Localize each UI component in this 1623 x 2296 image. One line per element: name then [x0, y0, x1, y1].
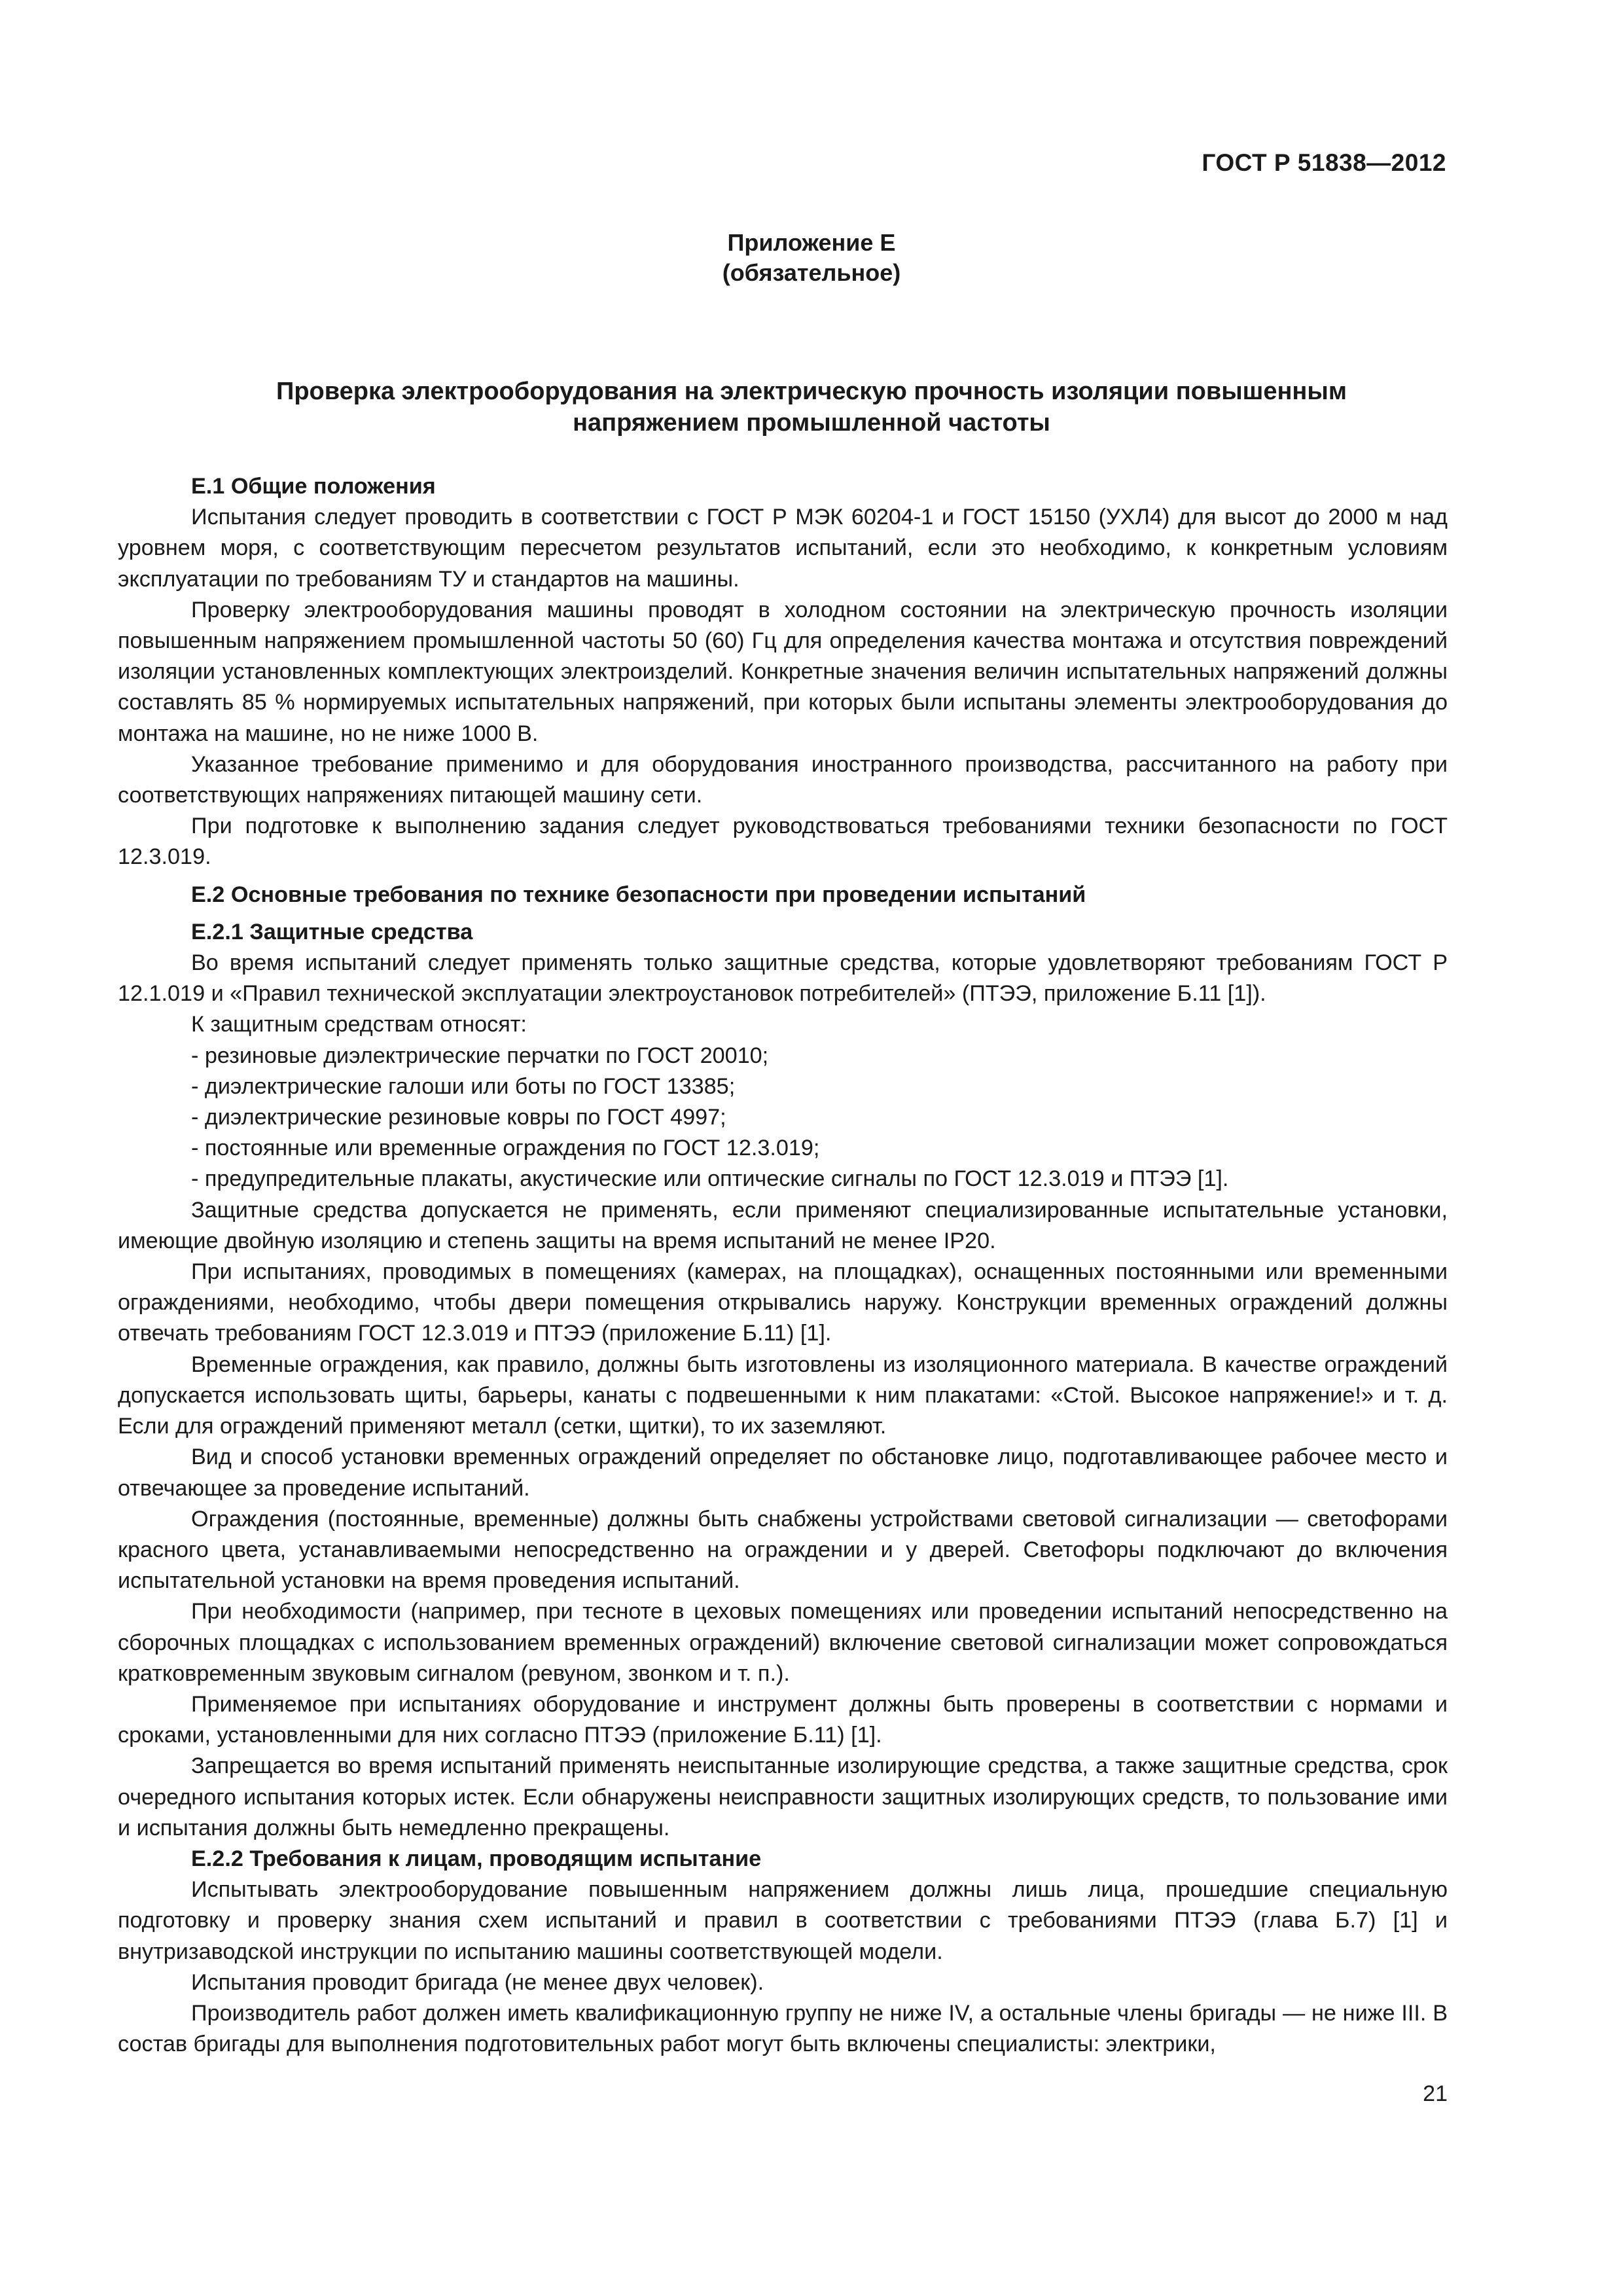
- paragraph: При подготовке к выполнению задания следует руководствоваться требованиями техники безопасности по ГОСТ 12.3.019.: [118, 814, 1448, 870]
- paragraph: Указанное требование применимо и для оборудования иностранного производства, рассчитанного на работу при соответствующих напряжениях питающей машину сети.: [118, 751, 1448, 808]
- paragraph: Производитель работ должен иметь квалификационную группу не ниже IV, а остальные члены бригады — не ниже III. В состав бригады для выполнения подготовительных работ могут быть включены специалисты: электрики,: [118, 2000, 1448, 2057]
- list-item: - диэлектрические галоши или боты по ГОСТ 13385;: [191, 1073, 736, 1099]
- paragraph: При необходимости (например, при тесноте в цеховых помещениях или проведении испытаний непосредственно на сборочных площадках с использованием временных ограждений) включение световой сигнализации может сопровождаться кратковременным звуковым сигналом (ревуном, звонком и т. п.).: [118, 1599, 1448, 1686]
- section-heading-e2: Е.2 Основные требования по технике безопасности при проведении испытаний: [191, 882, 1086, 907]
- paragraph: Защитные средства допускается не применять, если применяют специализированные испытательные установки, имеющие двойную изоляцию и степень защиты на время испытаний не менее IP20.: [118, 1197, 1448, 1253]
- appendix-label: Приложение Е: [727, 229, 896, 256]
- section-heading-e2-1: Е.2.1 Защитные средства: [191, 919, 473, 944]
- section-heading-e2-2: Е.2.2 Требования к лицам, проводящим испытание: [191, 1846, 762, 1871]
- paragraph: Применяемое при испытаниях оборудование и инструмент должны быть проверены в соответствии с нормами и сроками, установленными для них согласно ПТЭЭ (приложение Б.11) [1].: [118, 1691, 1448, 1748]
- document-title-line-1: Проверка электрооборудования на электрическую прочность изоляции повышенным: [276, 378, 1347, 405]
- document-title: [118, 376, 1505, 439]
- list-item: - резиновые диэлектрические перчатки по ГОСТ 20010;: [191, 1043, 769, 1068]
- section-heading-e1: Е.1 Общие положения: [191, 474, 436, 499]
- page-number: 21: [1423, 2081, 1448, 2106]
- paragraph: Вид и способ установки временных ограждений определяет по обстановке лицо, подготавливающее рабочее место и отвечающее за проведение испытаний.: [118, 1444, 1448, 1501]
- document-title-line-2: напряжением промышленной частоты: [573, 409, 1050, 437]
- document-code: ГОСТ Р 51838—2012: [1202, 149, 1446, 176]
- list-item: - постоянные или временные ограждения по ГОСТ 12.3.019;: [191, 1136, 820, 1161]
- paragraph: Испытания проводит бригада (не менее двух человек).: [191, 1969, 764, 1995]
- paragraph: Испытывать электрооборудование повышенным напряжением должны лишь лица, прошедшие специальную подготовку и проверку знания схем испытаний и правил в соответствии с требованиями ПТЭЭ (глава Б.7) [1] и внутризаводской инструкции по испытанию машины соответствующей модели.: [118, 1877, 1448, 1964]
- paragraph: К защитным средствам относят:: [191, 1012, 527, 1037]
- paragraph: Проверку электрооборудования машины проводят в холодном состоянии на электрическую прочность изоляции повышенным напряжением промышленной частоты 50 (60) Гц для определения качества монтажа и отсутствия повреждений изоляции установленных комплектующих электроизделий. Конкретные значения величин испытательных напряжений должны составлять 85 % нормируемых испытательных напряжений, при которых были испытаны элементы электрооборудования до монтажа на машине, но не ниже 1000 В.: [118, 597, 1448, 746]
- appendix-block: [0, 228, 1623, 288]
- paragraph: Временные ограждения, как правило, должны быть изготовлены из изоляционного материала. В качестве ограждений допускается использовать щиты, барьеры, канаты с подвешенными к ним плакатами: «Стой. Высокое напряжение!» и т. д. Если для ограждений применяют металл (сетки, щитки), то их заземляют.: [118, 1352, 1448, 1439]
- paragraph: Запрещается во время испытаний применять неиспытанные изолирующие средства, а также защитные средства, срок очередного испытания которых истек. Если обнаружены неисправности защитных изолирующих средств, то пользование ими и испытания должны быть немедленно прекращены.: [118, 1753, 1448, 1840]
- paragraph: При испытаниях, проводимых в помещениях (камерах, на площадках), оснащенных постоянными или временными ограждениями, необходимо, чтобы двери помещения открывались наружу. Конструкции временных ограждений должны отвечать требованиям ГОСТ 12.3.019 и ПТЭЭ (приложение Б.11) [1].: [118, 1259, 1448, 1346]
- paragraph: Во время испытаний следует применять только защитные средства, которые удовлетворяют требованиям ГОСТ Р 12.1.019 и «Правил технической эксплуатации электроустановок потребителей» (ПТЭЭ, приложение Б.11 [1]).: [118, 950, 1448, 1007]
- list-item: - предупредительные плакаты, акустические или оптические сигналы по ГОСТ 12.3.019 и ПТЭЭ [1].: [191, 1166, 1229, 1192]
- paragraph: Испытания следует проводить в соответствии с ГОСТ Р МЭК 60204-1 и ГОСТ 15150 (УХЛ4) для высот до 2000 м над уровнем моря, с соответствующим пересчетом результатов испытаний, если это необходимо, к конкретным условиям эксплуатации по требованиям ТУ и стандартов на машины.: [118, 505, 1448, 592]
- body-text: [118, 471, 1448, 2060]
- list-item: - диэлектрические резиновые ковры по ГОСТ 4997;: [191, 1105, 726, 1130]
- paragraph: Ограждения (постоянные, временные) должны быть снабжены устройствами световой сигнализации — светофорами красного цвета, устанавливаемыми непосредственно на ограждении и у дверей. Светофоры подключают до включения испытательной установки на время проведения испытаний.: [118, 1506, 1448, 1594]
- appendix-status: (обязательное): [722, 259, 901, 286]
